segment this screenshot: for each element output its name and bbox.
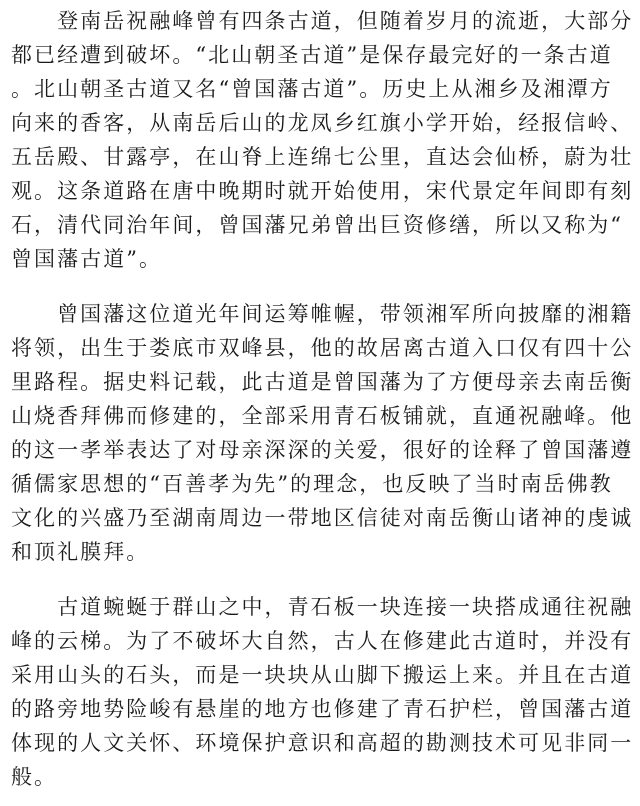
text-line: 将领，出生于娄底市双峰县，他的故居离古道入口仅有四十公 [11,336,634,360]
text-line: 都已经遭到破坏。“北山朝圣古道”是保存最完好的一条古道 [11,43,613,67]
text-line: 登南岳祝融峰曾有四条古道，但随着岁月的流逝，大部分 [11,9,634,33]
paragraph-3 [11,590,633,794]
text-line: 曾国藩古道”。 [11,247,163,271]
text-line: 般。 [11,765,58,789]
text-line: 五岳殿、甘露亭，在山脊上连绵七公里，直达会仙桥，蔚为壮 [11,145,634,169]
text-line: 和顶礼膜拜。 [11,540,150,564]
text-line: 向来的香客，从南岳后山的龙凤乡红旗小学开始，经报信岭、 [11,111,634,135]
text-line: 。北山朝圣古道又名“曾国藩古道”。历史上从湘乡及湘潭方 [11,77,613,101]
text-line: 的这一孝举表达了对母亲深深的关爱，很好的诠释了曾国藩遵 [11,438,634,462]
paragraph-1 [11,4,633,276]
text-line: 的路旁地势险峻有悬崖的地方也修建了青石护栏，曾国藩古道 [11,697,634,721]
text-line: 观。这条道路在唐中晚期时就开始使用，宋代景定年间即有刻 [11,179,634,203]
text-line: 峰的云梯。为了不破坏大自然，古人在修建此古道时，并没有 [11,629,634,653]
text-line: 体现的人文关怀、环境保护意识和高超的勘测技术可见非同一 [11,731,634,755]
text-line: 山烧香拜佛而修建的，全部采用青石板铺就，直通祝融峰。他 [11,404,634,428]
paragraph-2 [11,297,633,569]
text-line: 循儒家思想的“百善孝为先”的理念，也反映了当时南岳佛教 [11,472,613,496]
text-line: 古道蜿蜒于群山之中，青石板一块连接一块搭成通往祝融 [11,595,634,619]
text-line: 里路程。据史料记载，此古道是曾国藩为了方便母亲去南岳衡 [11,370,634,394]
text-line: 采用山头的石头，而是一块块从山脚下搬运上来。并且在古道 [11,663,634,687]
text-line: 文化的兴盛乃至湖南周边一带地区信徒对南岳衡山诸神的虔诚 [11,506,634,530]
text-line: 曾国藩这位道光年间运筹帷幄，带领湘军所向披靡的湘籍 [11,302,634,326]
text-line: 石，清代同治年间，曾国藩兄弟曾出巨资修缮，所以又称为“ [11,213,624,237]
